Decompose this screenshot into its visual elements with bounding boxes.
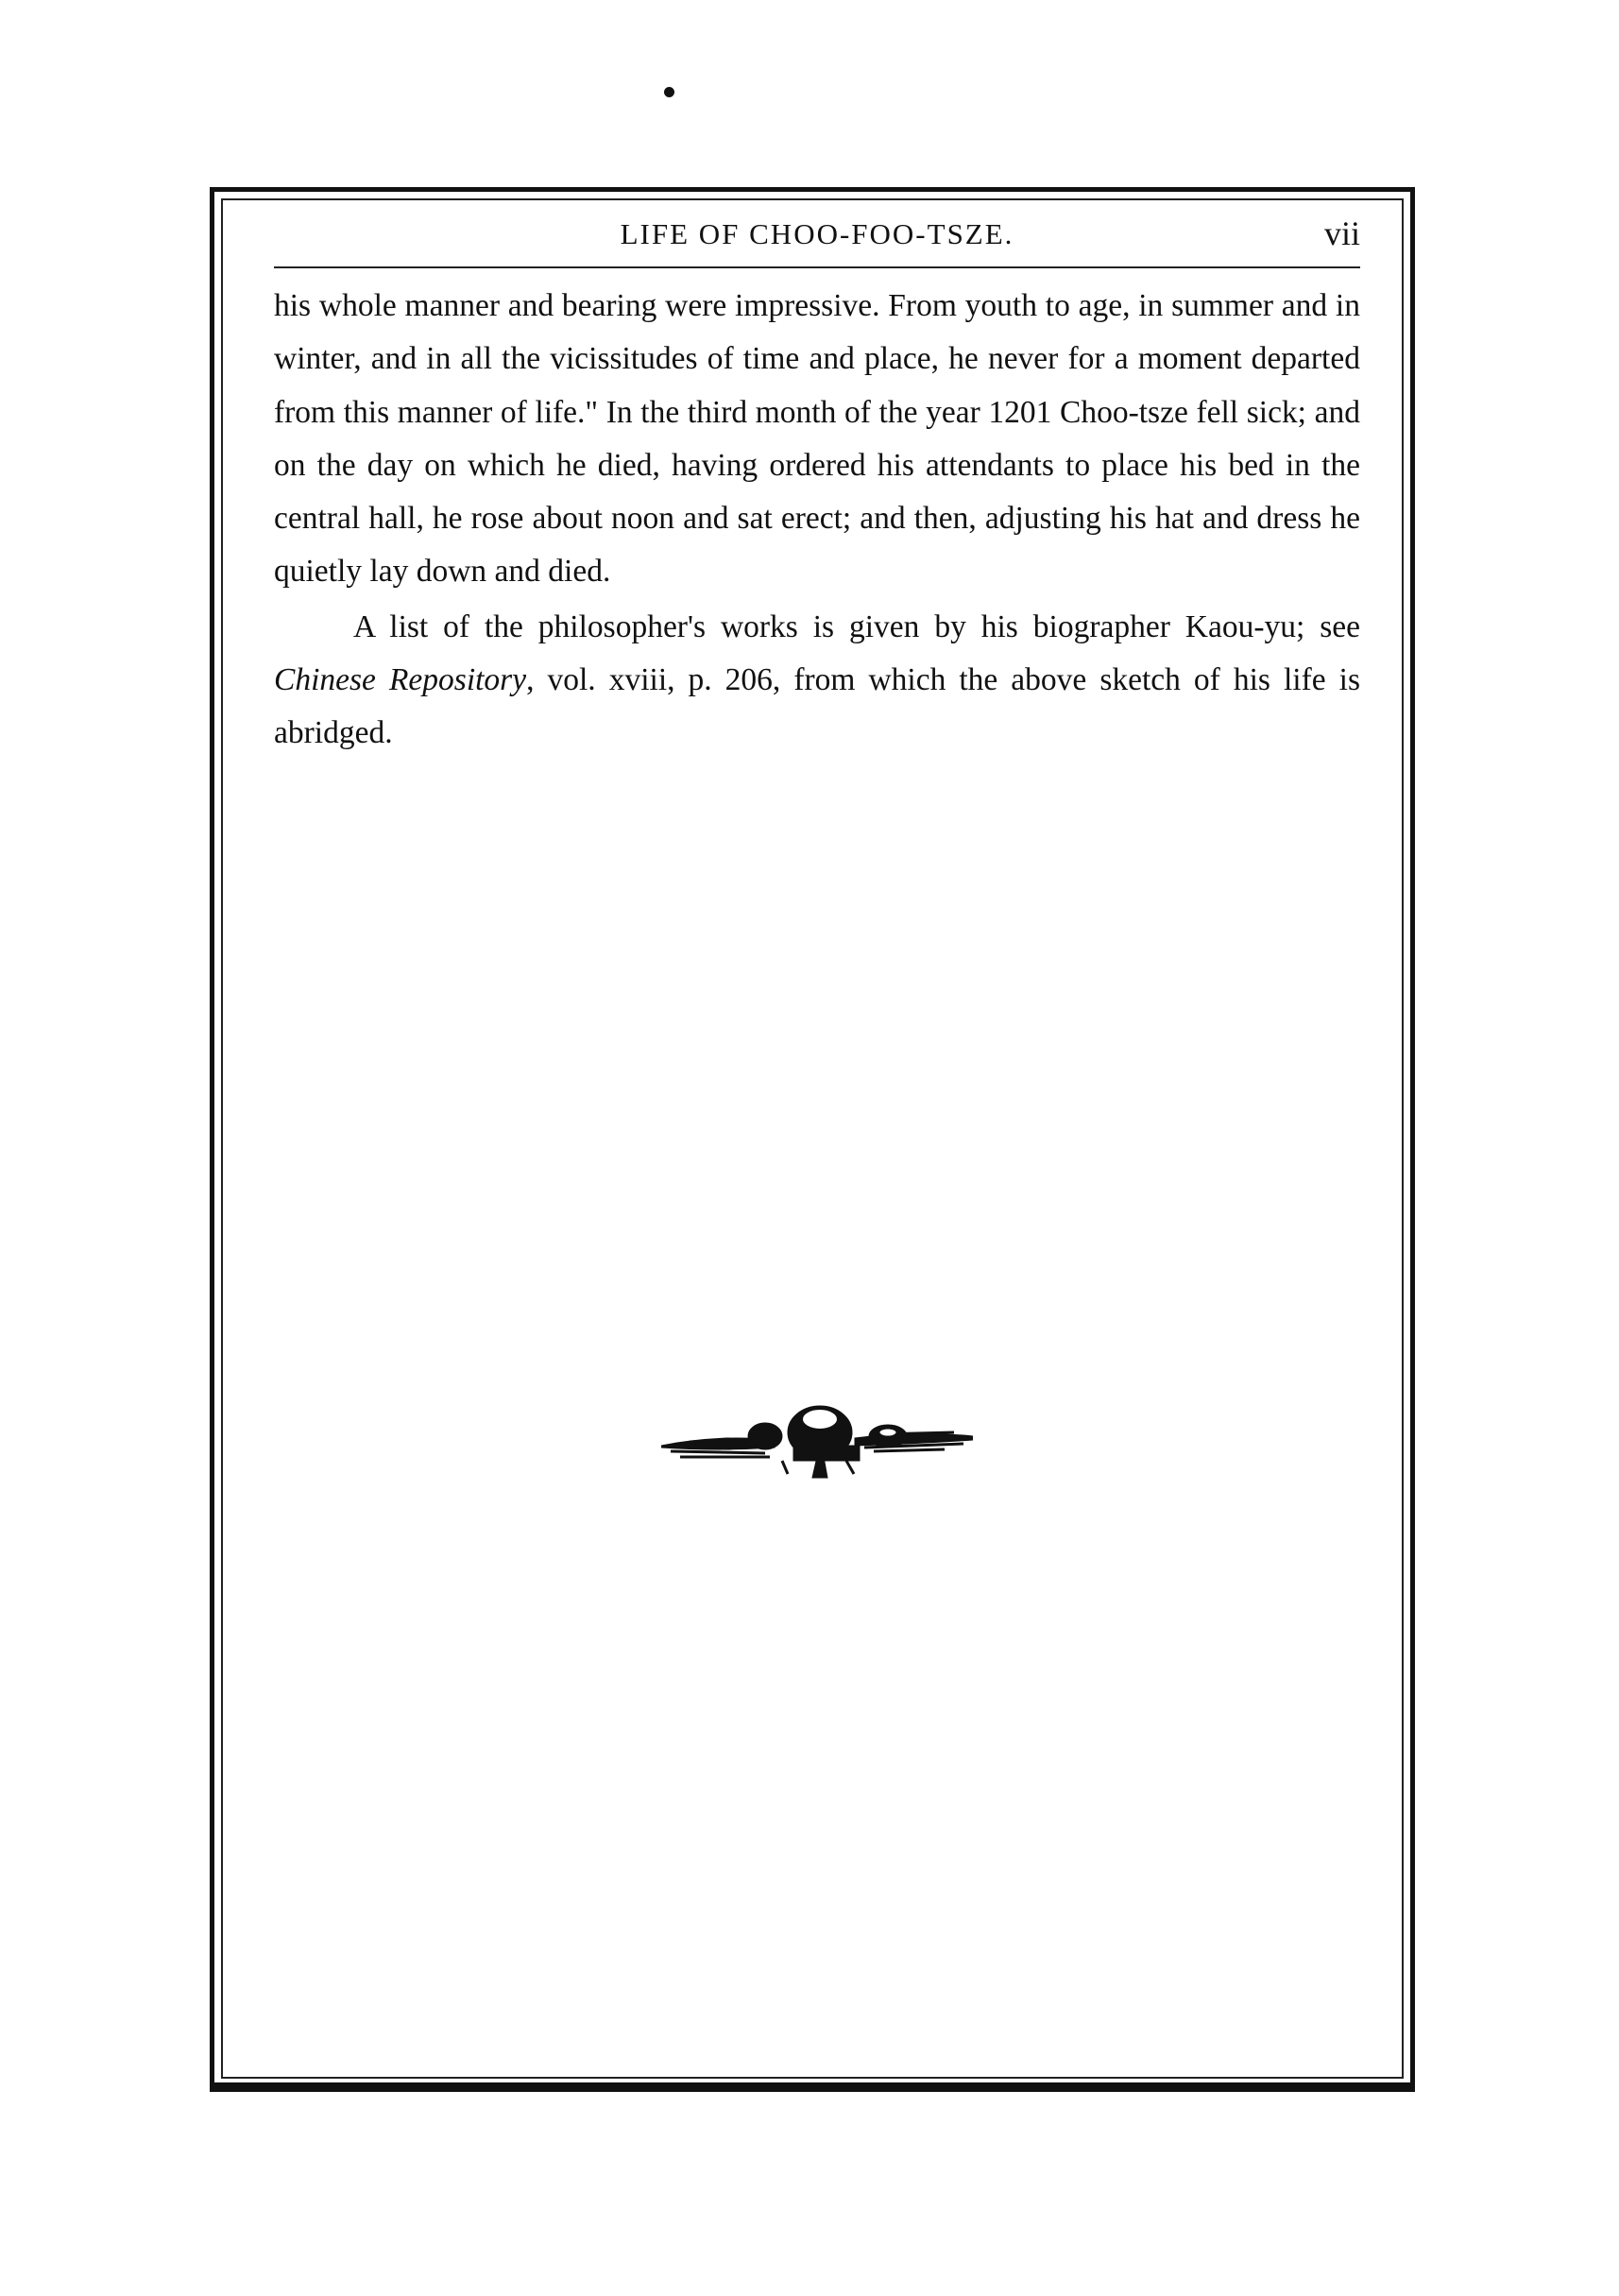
- running-head: [274, 210, 1360, 257]
- body-text: [274, 280, 1360, 761]
- paragraph-2-start: A list of the philosopher's works is given by his biographer Kaou-yu; see: [353, 608, 1360, 644]
- printer-dot: [664, 87, 674, 97]
- running-title: LIFE OF CHOO-FOO-TSZE.: [620, 217, 1014, 250]
- page-border-bottom: [210, 2082, 1415, 2092]
- header-rule: [274, 266, 1360, 268]
- paragraph-2-end: , vol. xviii, p. 206, from which the above sketch of his life is abridged.: [274, 662, 1360, 751]
- page-number: vii: [1323, 214, 1360, 252]
- journal-title: Chinese Repository: [274, 662, 527, 698]
- tailpiece-ornament-icon: [661, 1398, 973, 1483]
- paragraph-2: [274, 601, 1360, 761]
- paragraph-1: his whole manner and bearing were impressive. From youth to age, in summer and in winter, and in all the vicissitudes of time and place, he never for a moment departed from this manner of life." In the third month of the year 1201 Choo-tsze fell sick; and on the day on which he died, having ordered his attendants to place his bed in the central hall, he rose about noon and sat erect; and then, adjusting his hat and dress he quietly lay down and died.: [274, 288, 1360, 590]
